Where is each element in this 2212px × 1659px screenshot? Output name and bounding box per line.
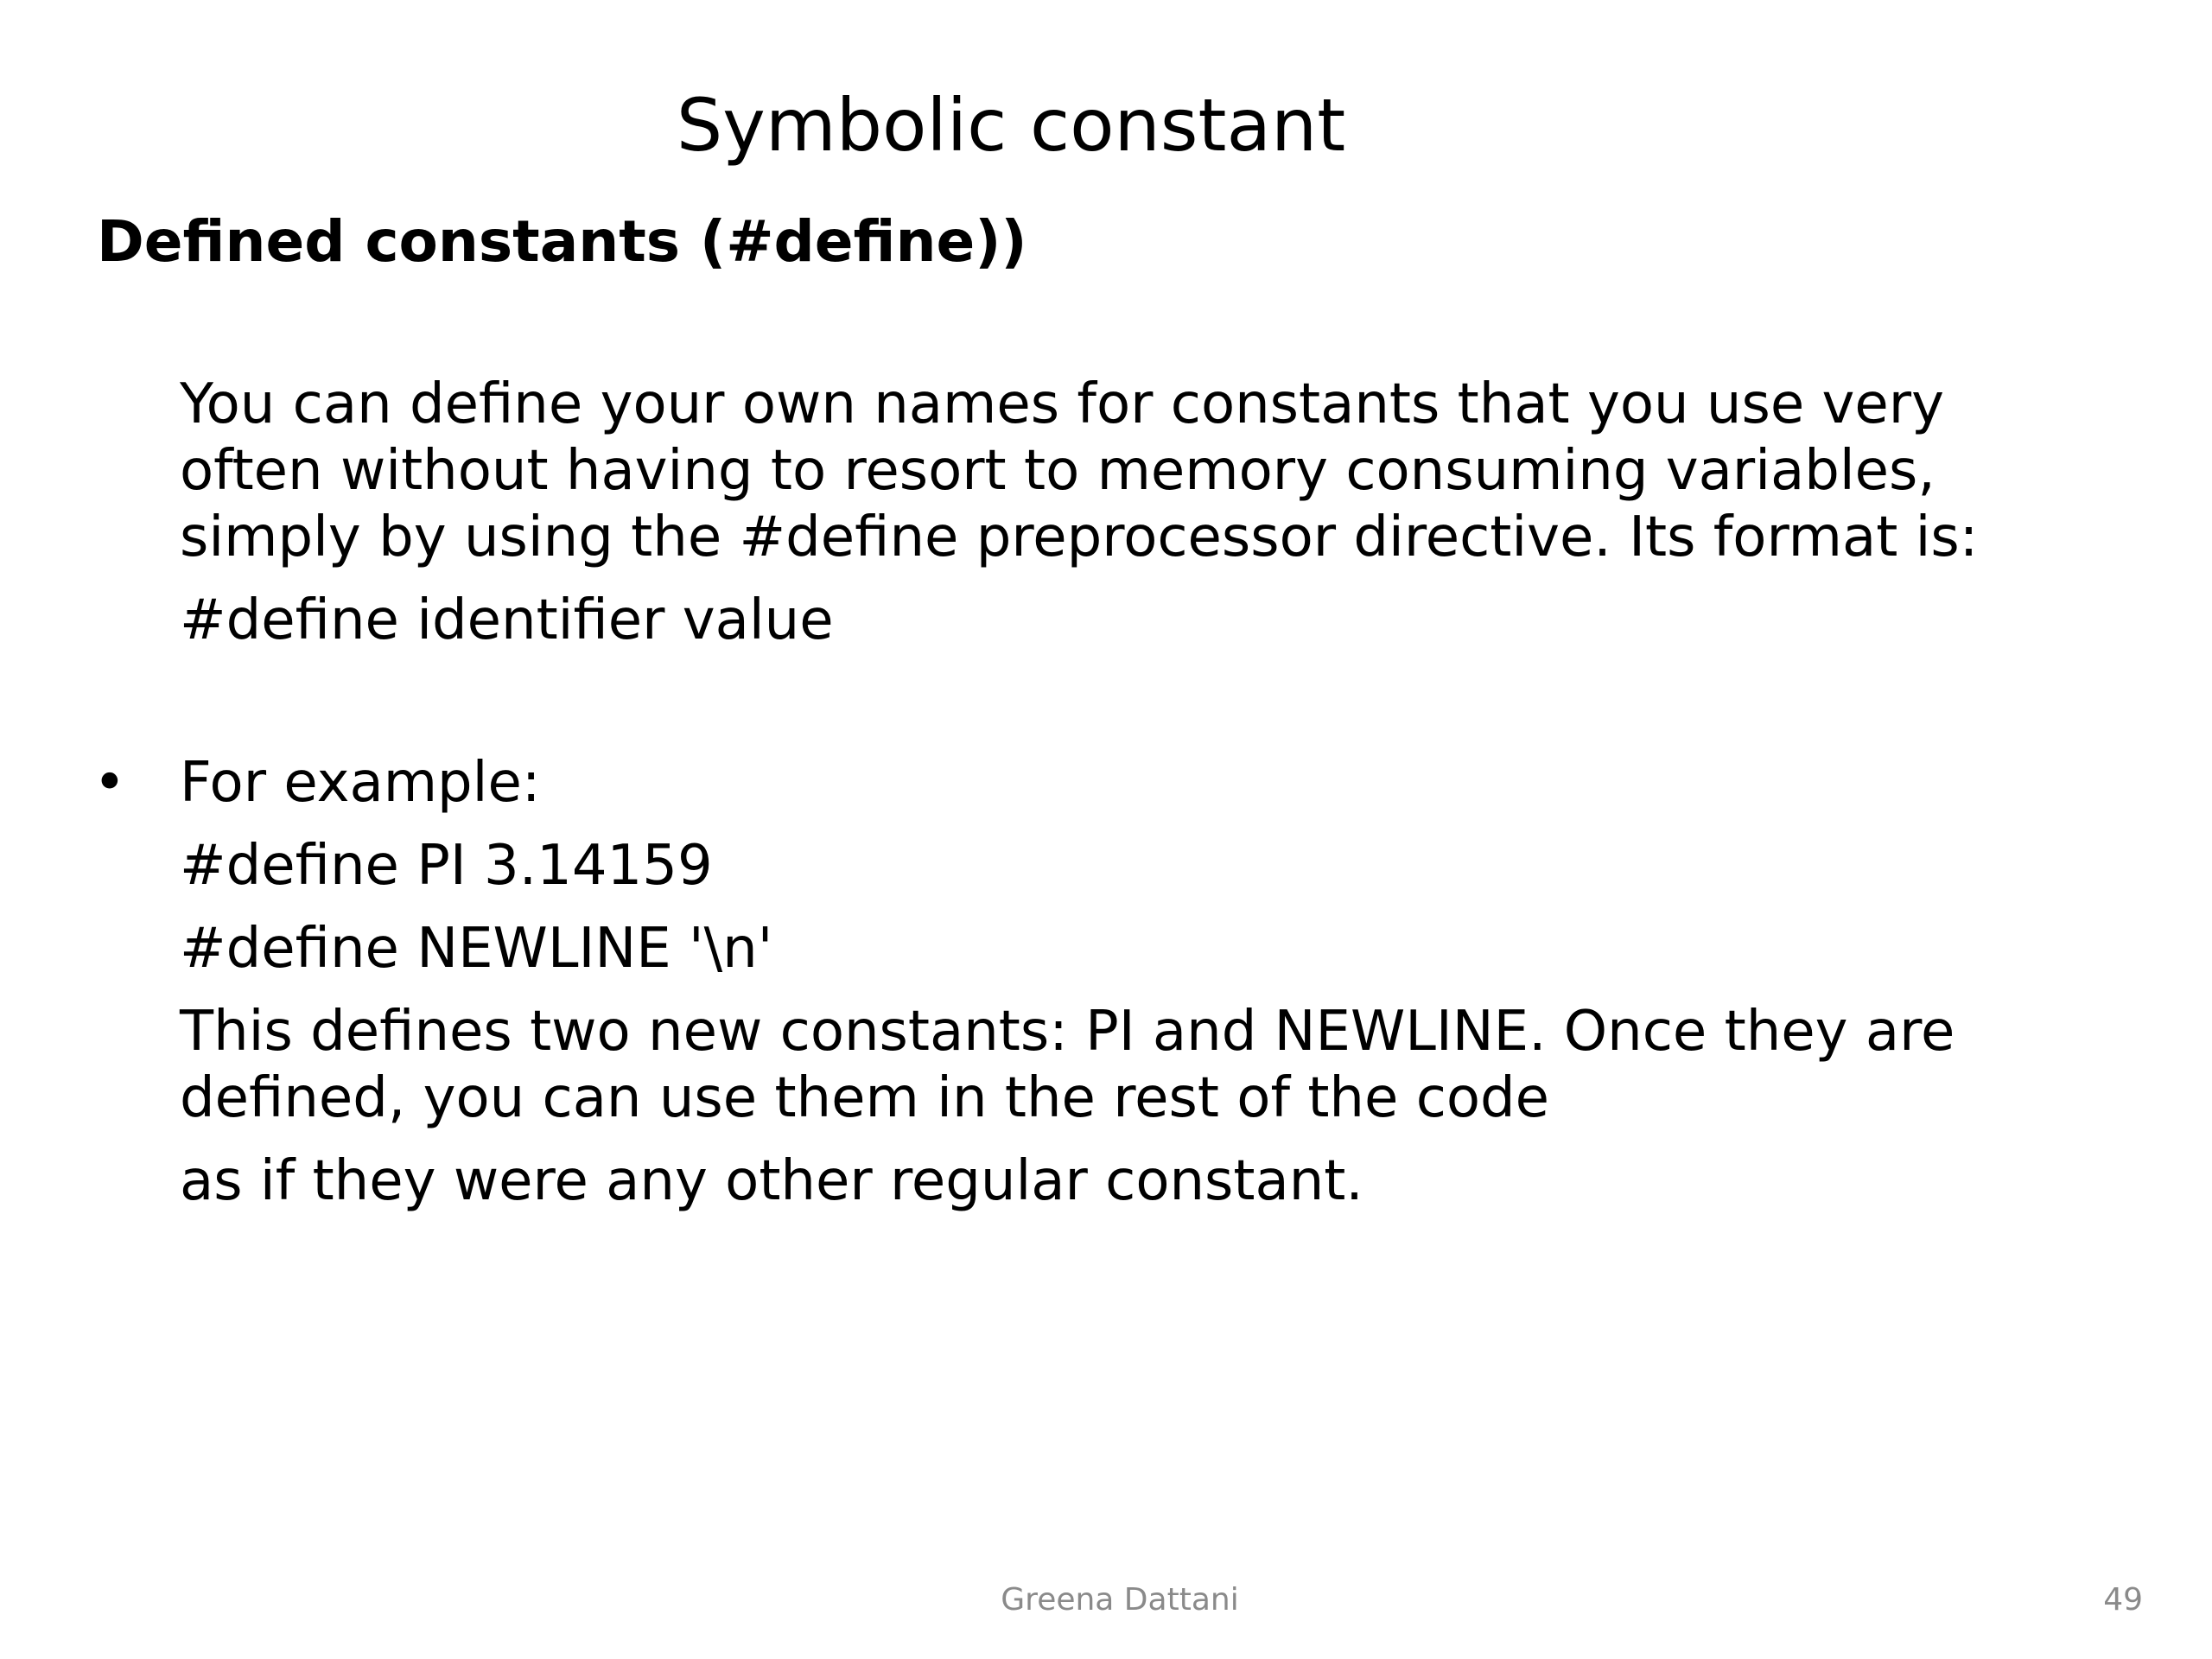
footer-author: Greena Dattani bbox=[1001, 1582, 1239, 1618]
section-heading: Defined constants (#define)) bbox=[97, 208, 1027, 275]
explanation-line-1: This defines two new constants: PI and NEWLINE. Once they are bbox=[180, 1000, 1955, 1064]
closing-line: as if they were any other regular constant. bbox=[180, 1149, 1363, 1213]
example-label: For example: bbox=[180, 751, 541, 815]
bullet-icon: • bbox=[93, 751, 126, 815]
page-number: 49 bbox=[2103, 1582, 2143, 1618]
intro-line-2: often without having to resort to memory consuming variables, bbox=[180, 439, 1936, 503]
explanation-line-2: defined, you can use them in the rest of the code bbox=[180, 1066, 1550, 1130]
example-line-1: #define PI 3.14159 bbox=[180, 834, 713, 898]
example-line-2: #define NEWLINE '\n' bbox=[180, 917, 773, 981]
format-line: #define identifier value bbox=[180, 588, 834, 652]
intro-line-1: You can define your own names for constants that you use very bbox=[180, 372, 1944, 436]
slide-title: Symbolic constant bbox=[676, 83, 1346, 168]
intro-line-3: simply by using the #define preprocessor directive. Its format is: bbox=[180, 505, 1979, 569]
